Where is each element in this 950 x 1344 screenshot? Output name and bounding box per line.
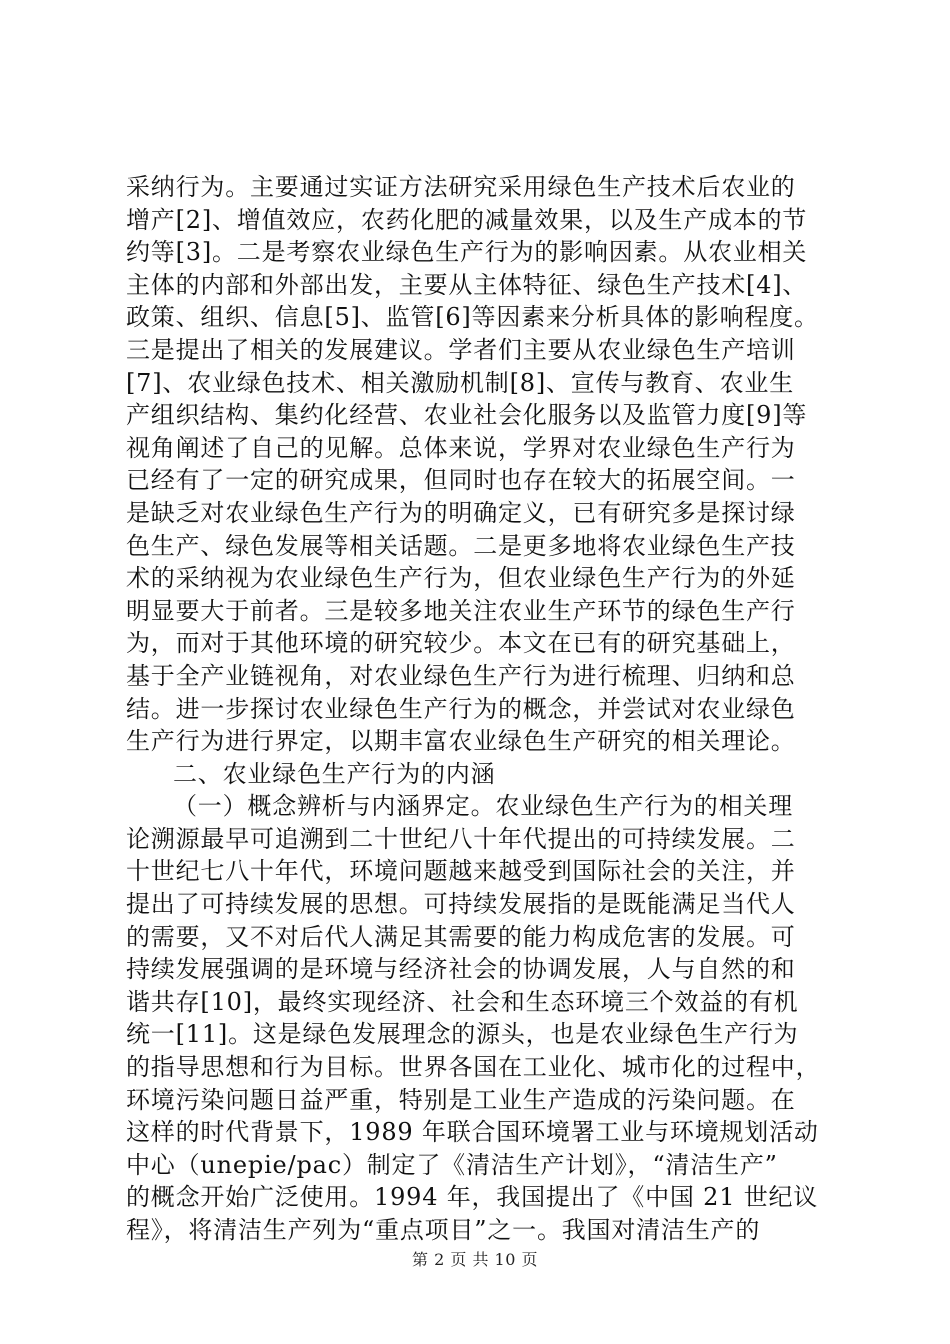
body-line: 政策、组织、信息[5]、监管[6]等因素来分析具体的影响程度。 [126,303,819,332]
body-line: 中心（unepie/pac）制定了《清洁生产计划》，“清洁生产” [126,1150,778,1179]
body-line: 主体的内部和外部出发，主要从主体特征、绿色生产技术[4]、 [126,270,808,299]
body-line: 的概念开始广泛使用。1994 年，我国提出了《中国 21 世纪议 [126,1183,819,1212]
body-line: 谐共存[10]，最终实现经济、社会和生态环境三个效益的有机 [126,987,799,1016]
body-line: 三是提出了相关的发展建议。学者们主要从农业绿色生产培训 [126,335,796,364]
body-line: 这样的时代背景下，1989 年联合国环境署工业与环境规划活动 [126,1118,819,1147]
body-line: 结。进一步探讨农业绿色生产行为的概念，并尝试对农业绿色 [126,694,796,723]
body-line: 视角阐述了自己的见解。总体来说，学界对农业绿色生产行为 [126,433,796,462]
body-line: 术的采纳视为农业绿色生产行为，但农业绿色生产行为的外延 [126,564,796,593]
page-footer: 第 2 页 共 10 页 [412,1250,538,1269]
body-line: 为，而对于其他环境的研究较少。本文在已有的研究基础上， [126,629,796,658]
body-line: 环境污染问题日益严重，特别是工业生产造成的污染问题。在 [126,1085,796,1114]
body-line: 生产行为进行界定，以期丰富农业绿色生产研究的相关理论。 [126,727,796,756]
body-line: 增产[2]、增值效应，农药化肥的减量效果，以及生产成本的节 [126,205,808,234]
body-line: [7]、农业绿色技术、相关激励机制[8]、宣传与教育、农业生 [126,368,794,397]
body-line: 采纳行为。主要通过实证方法研究采用绿色生产技术后农业的 [126,173,796,201]
body-line: 色生产、绿色发展等相关话题。二是更多地将农业绿色生产技 [126,531,796,560]
body-line: 程》，将清洁生产列为“重点项目”之一。我国对清洁生产的 [126,1216,761,1244]
body-line: 论溯源最早可追溯到二十世纪八十年代提出的可持续发展。二 [126,824,796,853]
body-line: 明显要大于前者。三是较多地关注农业生产环节的绿色生产行 [126,596,796,625]
body-line: 已经有了一定的研究成果，但同时也存在较大的拓展空间。一 [126,466,796,495]
document-body [126,171,846,1247]
body-line: 约等[3]。二是考察农业绿色生产行为的影响因素。从农业相关 [126,238,808,267]
body-line: 产组织结构、集约化经营、农业社会化服务以及监管力度[9]等 [126,401,808,430]
body-line: 提出了可持续发展的思想。可持续发展指的是既能满足当代人 [126,890,796,919]
subsection-first-line: （一）概念辨析与内涵界定。农业绿色生产行为的相关理 [173,792,793,821]
body-line: 基于全产业链视角，对农业绿色生产行为进行梳理、归纳和总 [126,661,796,690]
section-heading: 二、农业绿色生产行为的内涵 [173,759,496,788]
body-line: 十世纪七八十年代，环境问题越来越受到国际社会的关注，并 [126,857,796,886]
body-line: 是缺乏对农业绿色生产行为的明确定义，已有研究多是探讨绿 [126,498,796,527]
body-line: 持续发展强调的是环境与经济社会的协调发展，人与自然的和 [126,955,796,984]
body-line: 统一[11]。这是绿色发展理念的源头，也是农业绿色生产行为 [126,1020,799,1049]
body-line: 的指导思想和行为目标。世界各国在工业化、城市化的过程中， [126,1053,821,1082]
body-line: 的需要，又不对后代人满足其需要的能力构成危害的发展。可 [126,922,796,951]
